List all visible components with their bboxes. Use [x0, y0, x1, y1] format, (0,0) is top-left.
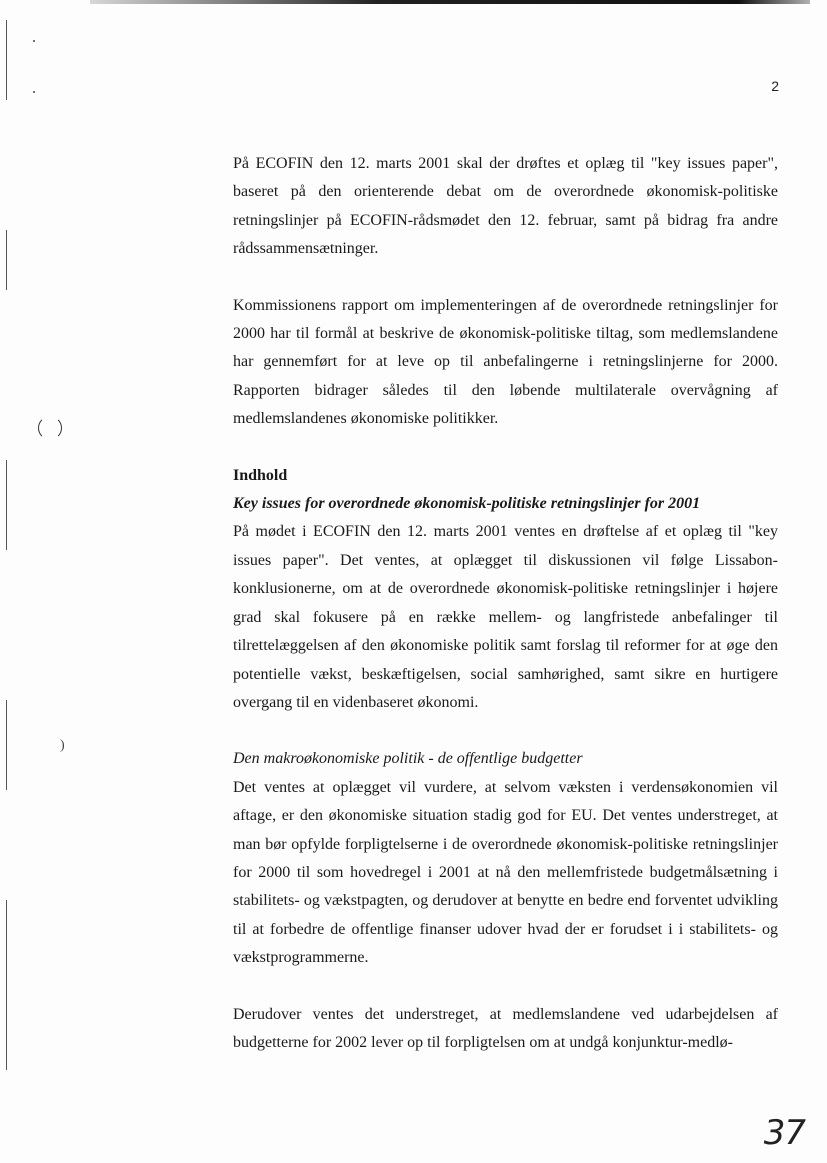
scan-margin-line: [6, 20, 7, 100]
subsection-text-macro: Det ventes at oplægget vil vurdere, at selvom væksten i verdensøkonomien vil aftage, er den økonomiske situation stadig god for EU. Det ventes understreget, at man bør opfylde forpligtelserne i de overordnede økonomisk-politiske retningslinjer for 2000 til som hovedregel i 2001 at nå den mellemfristede budgetmålsætning i stabilitets- og vækstpagten, og derudover at benytte en bedre end forventet udvikling til at forbedre de offentlige finanser udover hvad der er forudset i i stabilitets- og vækstprogrammerne.: [233, 778, 778, 967]
scan-margin-line: [6, 700, 7, 790]
scan-margin-line: [6, 460, 7, 550]
scan-mark: ): [60, 738, 65, 753]
scan-speck: [33, 91, 35, 93]
section-heading: Indhold: [233, 466, 288, 484]
page-number: 2: [771, 78, 779, 94]
scan-margin-line: [6, 900, 7, 1070]
scan-speck: [33, 40, 35, 42]
handwritten-page-number: 37: [763, 1113, 805, 1153]
scan-margin-line: [6, 230, 7, 290]
punch-hole: [38, 416, 62, 440]
subsection-title-macro: Den makroøkonomiske politik - de offentlige budgetter: [233, 750, 583, 768]
intro-paragraph-1: På ECOFIN den 12. marts 2001 skal der drøftes et oplæg til "key issues paper", baseret på den orienterende debat om de overordnede økonomisk-politiske retningslinjer på ECOFIN-rådsmødet den 12. februar, samt på bidrag fra andre rådssammensætninger.: [233, 155, 778, 258]
document-body: [233, 150, 778, 1057]
scan-top-rule: [90, 0, 810, 4]
subsection-title-key-issues: Key issues for overordnede økonomisk-politiske retningslinjer for 2001: [233, 495, 701, 513]
intro-paragraph-2: Kommissionens rapport om implementeringen af de overordnede retningslinjer for 2000 har til formål at beskrive de økonomisk-politiske tiltag, som medlemslandene har gennemført for at leve op til anbefalingerne i retningslinjerne for 2000. Rapporten bidrager således til den løbende multilaterale overvågning af medlemslandenes økonomiske politikker.: [233, 296, 778, 428]
subsection-text-macro-2: Derudover ventes det understreget, at medlemslandene ved udarbejdelsen af budgetterne for 2002 lever op til forpligtelsen om at undgå konjunktur-medlø-: [233, 1005, 778, 1051]
subsection-text-key-issues: På mødet i ECOFIN den 12. marts 2001 ventes en drøftelse af et oplæg til "key issues paper". Det ventes, at oplægget til diskussionen vil følge Lissabon-konklusionerne, om at de overordnede økonomisk-politiske retningslinjer i højere grad skal fokusere på en række mellem- og langfristede anbefalinger til tilrettelæggelsen af den økonomiske politik samt forslag til reformer for at øge den potentielle vækst, beskæftigelsen, social samhørighed, samt sikre en hurtigere overgang til en videnbaseret økonomi.: [233, 523, 778, 711]
